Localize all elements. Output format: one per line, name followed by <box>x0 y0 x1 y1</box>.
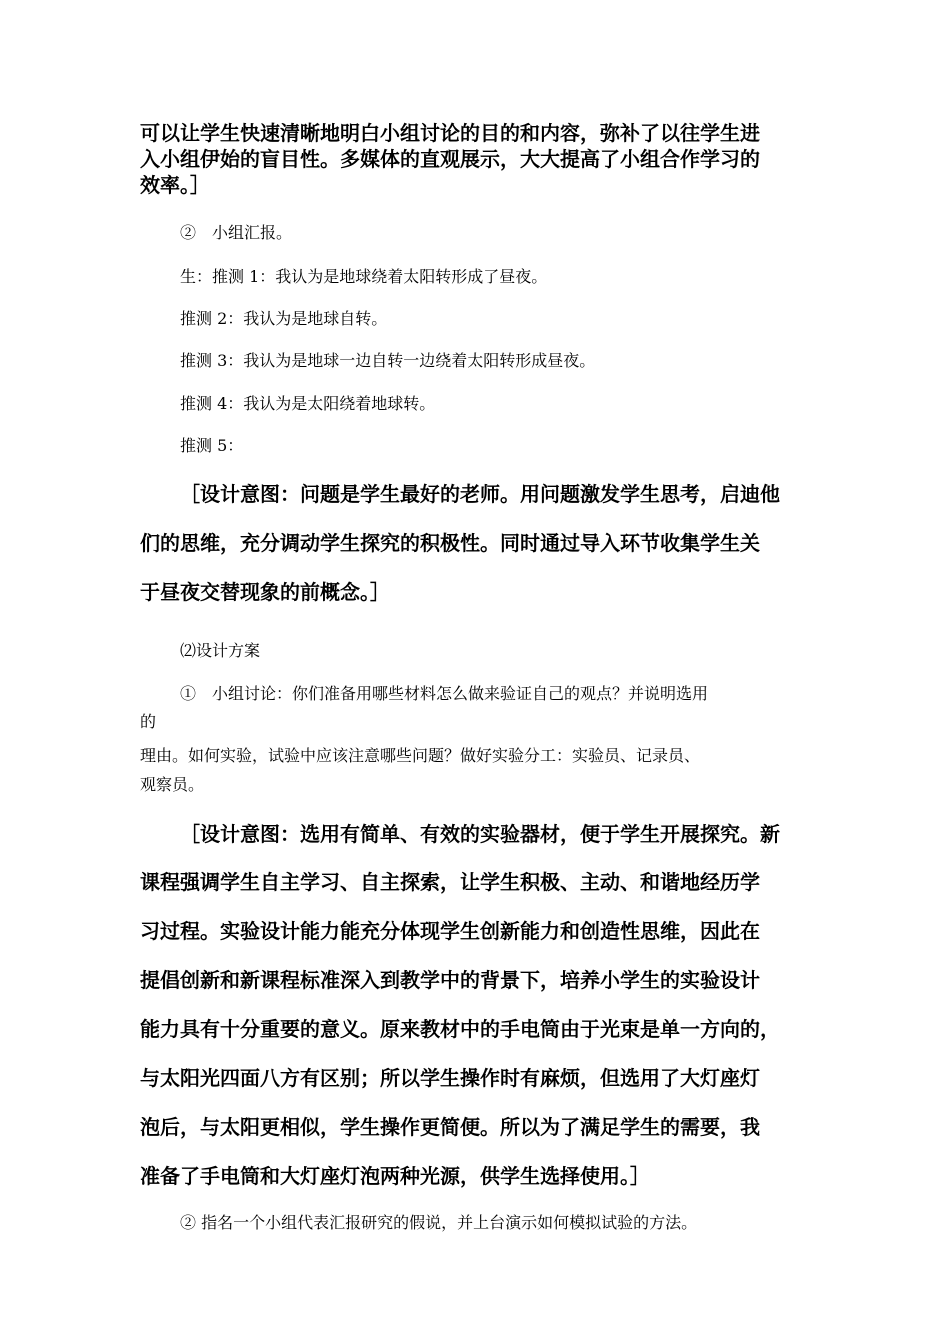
report-item: 推测 5： <box>180 436 244 455</box>
intent-line: 泡后，与太阳更相似，学生操作更简便。所以为了满足学生的需要，我 <box>140 1115 760 1139</box>
plan-heading: ⑵设计方案 <box>180 641 261 660</box>
intent-line: 能力具有十分重要的意义。原来教材中的手电筒由于光束是单一方向的， <box>140 1017 780 1041</box>
report-item: 生：推测 1：我认为是地球绕着太阳转形成了昼夜。 <box>180 267 548 286</box>
plan-discussion-line: 理由。如何实验，试验中应该注意哪些问题？做好实验分工：实验员、记录员、 <box>140 746 701 765</box>
report-item: 推测 2：我认为是地球自转。 <box>180 309 388 328</box>
plan-discussion-line: ① 小组讨论：你们准备用哪些材料怎么做来验证自己的观点？并说明选用 <box>180 684 709 703</box>
final-line: ② 指名一个小组代表汇报研究的假说，并上台演示如何模拟试验的方法。 <box>180 1213 698 1232</box>
intent-line: ［设计意图：问题是学生最好的老师。用问题激发学生思考，启迪他 <box>180 482 780 506</box>
intent-line: 课程强调学生自主学习、自主探索，让学生积极、主动、和谐地经历学 <box>140 870 760 894</box>
report-item: 推测 4：我认为是太阳绕着地球转。 <box>180 394 436 413</box>
plan-discussion-line: 的 <box>140 712 157 731</box>
intent-line: 准备了手电筒和大灯座灯泡两种光源，供学生选择使用。］ <box>140 1164 650 1188</box>
intent-line: 于昼夜交替现象的前概念。］ <box>140 580 390 604</box>
intent-line: 与太阳光四面八方有区别；所以学生操作时有麻烦，但选用了大灯座灯 <box>140 1066 760 1090</box>
intent-line: 提倡创新和新课程标准深入到教学中的背景下，培养小学生的实验设计 <box>140 968 760 992</box>
plan-discussion-line: 观察员。 <box>140 775 205 794</box>
intent-line: ［设计意图：选用有简单、有效的实验器材，便于学生开展探究。新 <box>180 822 780 846</box>
intent-line: 习过程。实验设计能力能充分体现学生创新能力和创造性思维，因此在 <box>140 919 760 943</box>
intro-line: 入小组伊始的盲目性。多媒体的直观展示，大大提高了小组合作学习的 <box>140 147 760 171</box>
report-item: 推测 3：我认为是地球一边自转一边绕着太阳转形成昼夜。 <box>180 351 596 370</box>
intro-line: 效率。］ <box>140 173 210 197</box>
report-heading: ② 小组汇报。 <box>180 223 293 242</box>
intro-line: 可以让学生快速清晰地明白小组讨论的目的和内容，弥补了以往学生进 <box>140 121 760 145</box>
intent-line: 们的思维，充分调动学生探究的积极性。同时通过导入环节收集学生关 <box>140 531 760 555</box>
